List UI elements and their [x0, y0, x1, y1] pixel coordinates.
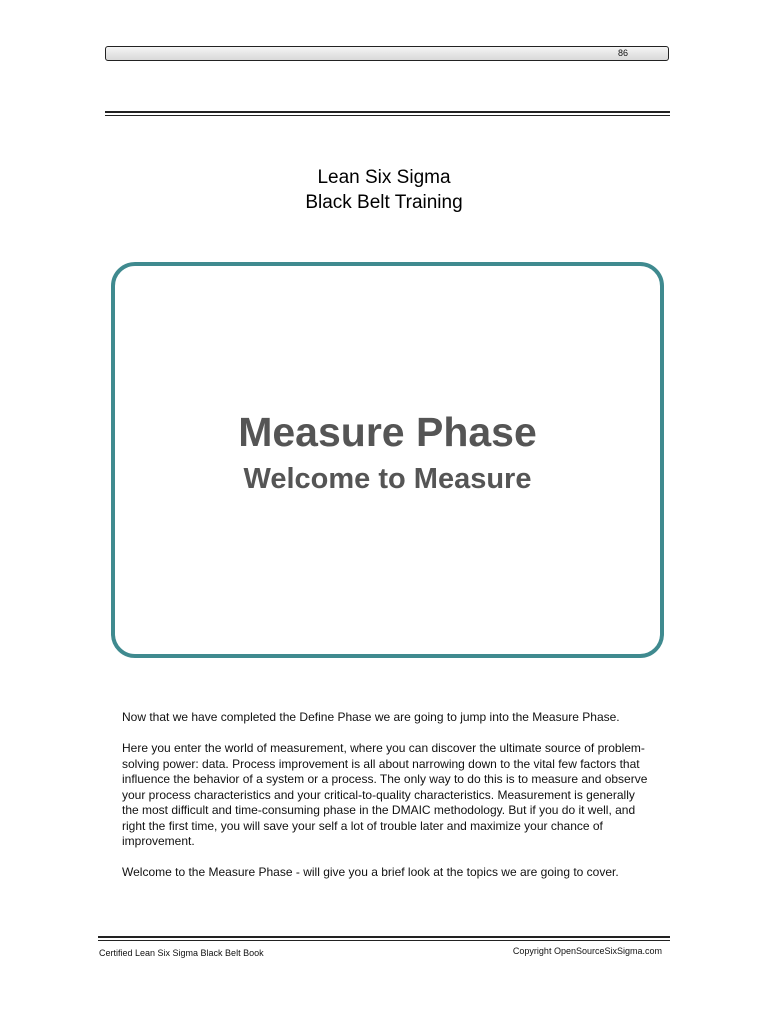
body-paragraph-3: Welcome to the Measure Phase - will give you a brief look at the topics we are going to cover. [122, 865, 619, 879]
footer-divider [98, 936, 670, 941]
document-title-line-2: Black Belt Training [305, 192, 463, 213]
document-title-line-1: Lean Six Sigma [317, 167, 451, 188]
page-number: 86 [617, 48, 628, 58]
body-text [122, 710, 652, 896]
phase-title-card [111, 262, 664, 658]
footer-copyright: Copyright OpenSourceSixSigma.com [512, 946, 662, 956]
footer-book-title: Certified Lean Six Sigma Black Belt Book [99, 948, 264, 958]
page-number-bar [105, 46, 669, 61]
header-divider [105, 111, 670, 116]
phase-subheading: Welcome to Measure [243, 463, 532, 495]
body-paragraph-2: Here you enter the world of measurement, where you can discover the ultimate source of problem-solving power: data. Process improvement is all about narrowing down to the vital few factors that influence the behavior of a system or a process. The only way to do this is to measure and observe your process characteristics and your critical-to-quality characteristics. Measurement is generally the most difficult and time-consuming phase in the DMAIC methodology. But if you do it well, and right the first time, you will save your self a lot of trouble later and maximize your chance of improvement. [122, 741, 648, 848]
document-title [0, 165, 768, 215]
body-paragraph-1: Now that we have completed the Define Phase we are going to jump into the Measure Phase. [122, 710, 620, 724]
phase-heading: Measure Phase [238, 409, 537, 455]
